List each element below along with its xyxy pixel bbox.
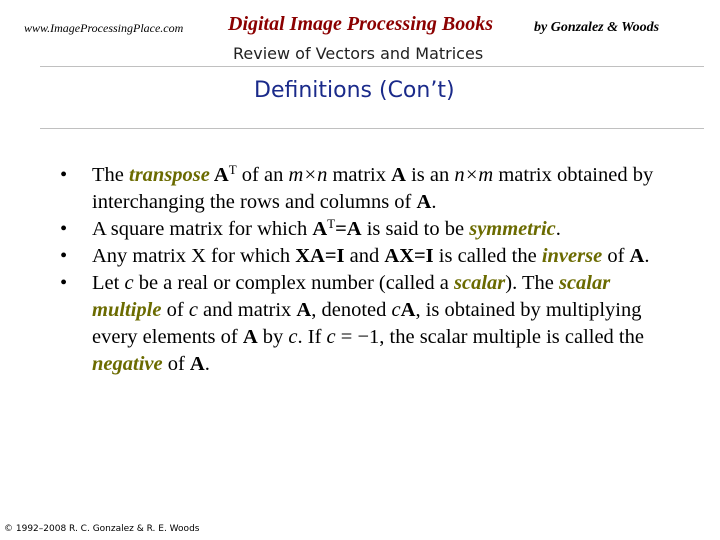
text: . If xyxy=(297,326,327,348)
matrix-equation: AX=I xyxy=(384,245,434,267)
bullet-icon: • xyxy=(60,272,68,294)
text: matrix xyxy=(327,164,392,186)
text: and xyxy=(344,245,385,267)
matrix-symbol: A xyxy=(209,164,229,186)
text: The xyxy=(92,164,129,186)
bullet-icon: • xyxy=(60,164,68,186)
text: matrix obtained by interchanging the rows and columns of xyxy=(92,164,654,213)
text: of xyxy=(161,299,189,321)
term-inverse: inverse xyxy=(541,245,603,267)
text: of xyxy=(602,245,630,267)
matrix-symbol: A xyxy=(242,326,258,348)
text: and matrix xyxy=(197,299,297,321)
matrix-symbol: A xyxy=(629,245,645,267)
term-scalar: scalar xyxy=(454,272,506,294)
matrix-equation: XA=I xyxy=(295,245,345,267)
slide-title: Definitions (Con’t) xyxy=(254,78,455,103)
text: of an xyxy=(236,164,289,186)
text: is called the xyxy=(433,245,542,267)
dimension: n×m xyxy=(454,164,494,186)
scalar-symbol: c xyxy=(326,326,336,348)
term-transpose: transpose xyxy=(129,164,210,186)
bullet-item xyxy=(60,216,680,243)
text: A square matrix for which xyxy=(92,218,313,240)
text: is an xyxy=(405,164,455,186)
dimension: m×n xyxy=(288,164,328,186)
scalar-symbol: c xyxy=(124,272,134,294)
text: by xyxy=(257,326,289,348)
bullet-icon: • xyxy=(60,245,68,267)
matrix-symbol: A xyxy=(400,299,416,321)
text: is said to be xyxy=(361,218,470,240)
text: , is obtained by multiplying every elements of xyxy=(92,299,642,348)
bullet-item xyxy=(60,162,680,216)
term-scalar-multiple: scalar multiple xyxy=(92,272,611,321)
copyright-notice: © 1992–2008 R. C. Gonzalez & R. E. Woods xyxy=(4,524,200,534)
title-divider xyxy=(40,128,704,129)
text: = −1, the scalar multiple is called the xyxy=(335,326,644,348)
site-url: www.ImageProcessingPlace.com xyxy=(24,21,184,35)
bullet-item xyxy=(60,270,680,378)
text: . xyxy=(204,353,210,375)
matrix-equation: =A xyxy=(335,218,362,240)
superscript: T xyxy=(228,162,237,177)
text: be a real or complex number (called a xyxy=(133,272,455,294)
bullet-item xyxy=(60,243,680,270)
section-subtitle: Review of Vectors and Matrices xyxy=(233,44,484,63)
matrix-symbol: A xyxy=(312,218,328,240)
text: , denoted xyxy=(311,299,392,321)
text: Any matrix X for which xyxy=(92,245,296,267)
text: ). The xyxy=(505,272,559,294)
authors: by Gonzalez & Woods xyxy=(534,20,660,35)
text: . xyxy=(555,218,561,240)
scalar-symbol: c xyxy=(288,326,298,348)
book-title: Digital Image Processing Books xyxy=(228,13,494,35)
bullet-icon: • xyxy=(60,218,68,240)
text: . xyxy=(644,245,650,267)
text: Let xyxy=(92,272,125,294)
matrix-symbol: A xyxy=(296,299,312,321)
text: of xyxy=(162,353,190,375)
matrix-symbol: A xyxy=(189,353,205,375)
bullet-list xyxy=(60,162,680,378)
text: . xyxy=(431,191,437,213)
term-symmetric: symmetric xyxy=(469,218,556,240)
scalar-symbol: c xyxy=(391,299,401,321)
term-negative: negative xyxy=(92,353,163,375)
matrix-symbol: A xyxy=(391,164,406,186)
superscript: T xyxy=(327,216,336,231)
header-divider xyxy=(40,66,704,67)
matrix-symbol: A xyxy=(416,191,432,213)
scalar-symbol: c xyxy=(188,299,198,321)
